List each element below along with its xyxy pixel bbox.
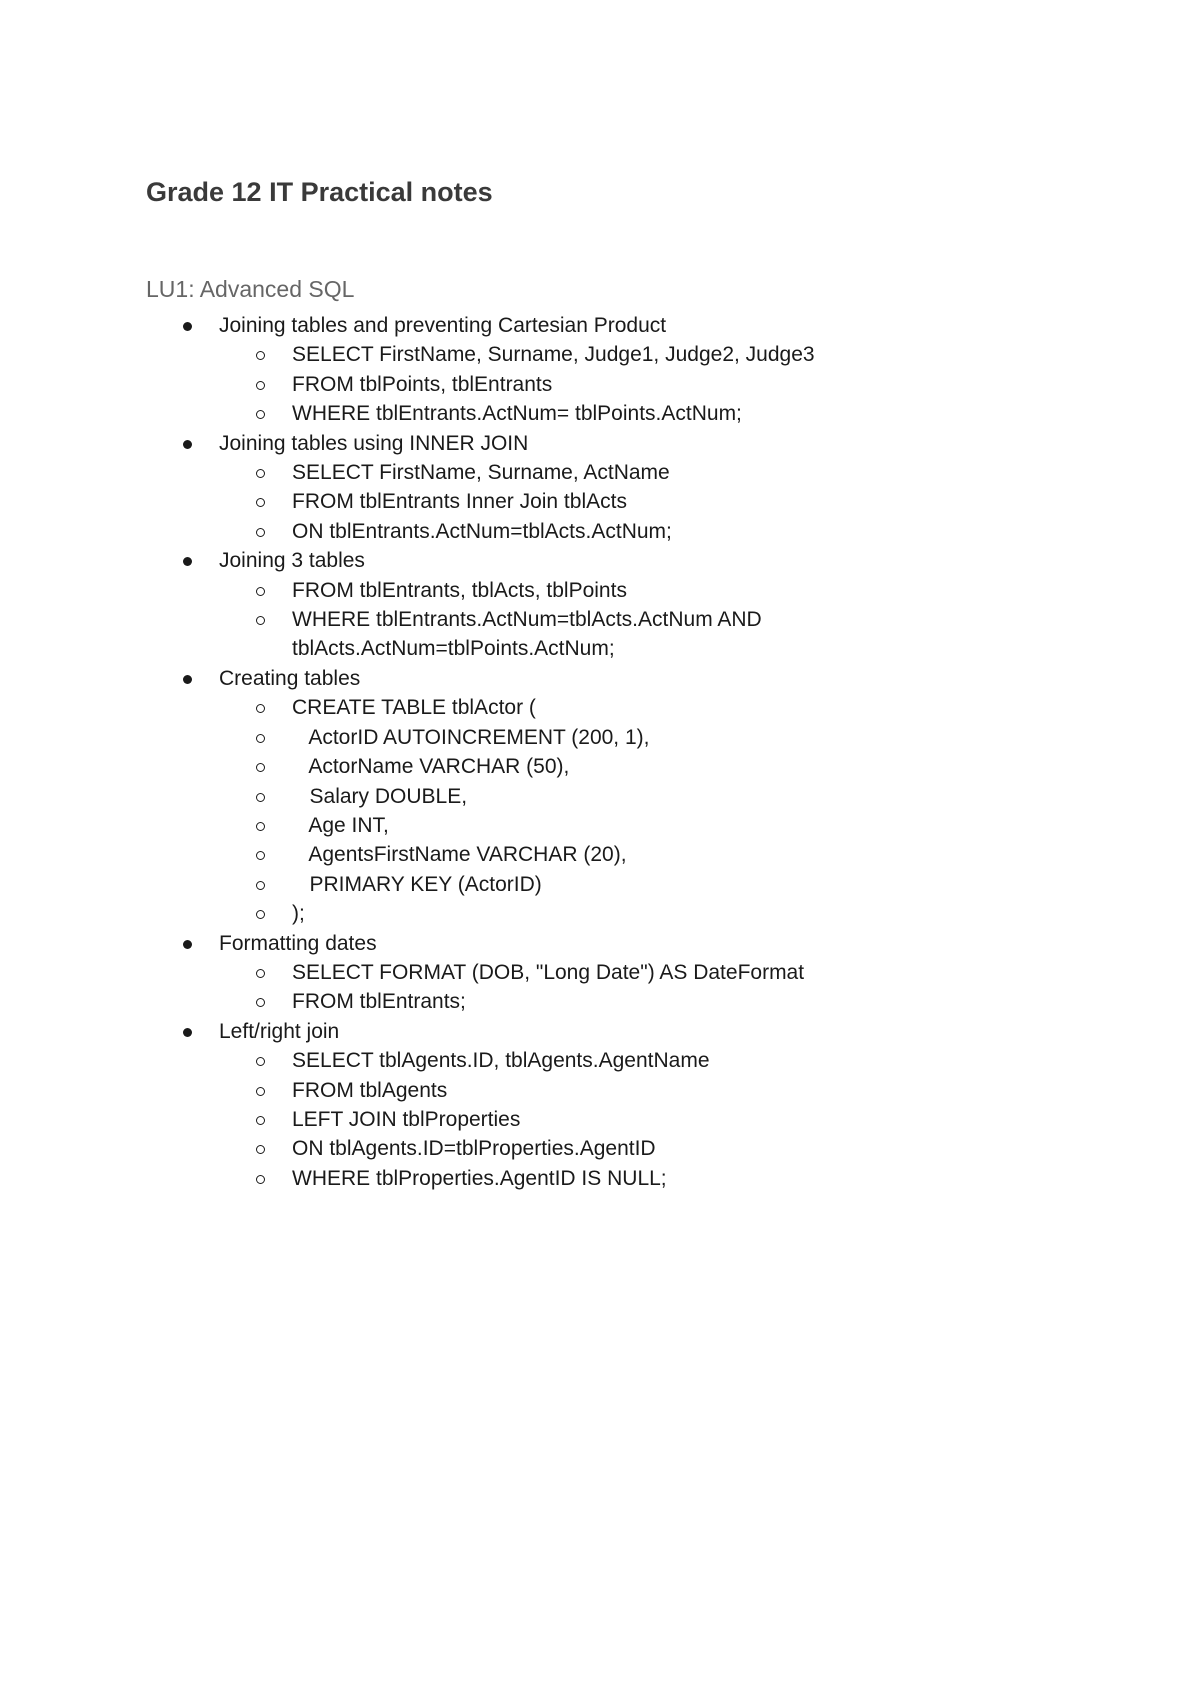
- bullet-circle-icon: [256, 498, 265, 507]
- code-text: );: [292, 902, 305, 926]
- bullet-circle-icon: [256, 793, 265, 802]
- code-line: [146, 811, 1146, 840]
- topic-label: Joining tables using INNER JOIN: [219, 431, 529, 455]
- code-text: FROM tblAgents: [292, 1078, 448, 1102]
- bullet-circle-icon: [256, 969, 265, 978]
- code-text: tblActs.ActNum=tblPoints.ActNum;: [292, 637, 615, 661]
- bullet-circle-icon: [256, 528, 265, 537]
- code-text: SELECT FirstName, Surname, Judge1, Judge2, Judge3: [292, 343, 815, 367]
- code-line: [146, 399, 1146, 428]
- topic-item: [146, 664, 1146, 693]
- topic-label: Formatting dates: [219, 931, 377, 955]
- code-text: WHERE tblEntrants.ActNum= tblPoints.ActNum;: [292, 402, 742, 426]
- bullet-disc-icon: [183, 675, 192, 684]
- bullet-circle-icon: [256, 763, 265, 772]
- code-text: SELECT FORMAT (DOB, "Long Date") AS DateFormat: [292, 960, 805, 984]
- bullet-circle-icon: [256, 616, 265, 625]
- code-line: [146, 458, 1146, 487]
- code-line-continuation: [146, 634, 1146, 663]
- code-line: [146, 987, 1146, 1016]
- bullet-circle-icon: [256, 851, 265, 860]
- code-line: [146, 723, 1146, 752]
- topic-label: Creating tables: [219, 666, 361, 690]
- code-line: [146, 340, 1146, 369]
- topic-label: Left/right join: [219, 1019, 340, 1043]
- code-line: [146, 899, 1146, 928]
- section-heading: LU1: Advanced SQL: [146, 276, 355, 302]
- code-line: [146, 1134, 1146, 1163]
- code-line: [146, 1046, 1146, 1075]
- topic-item: [146, 311, 1146, 340]
- code-line: [146, 1164, 1146, 1193]
- topic-item: [146, 429, 1146, 458]
- code-line: [146, 576, 1146, 605]
- code-text: FROM tblPoints, tblEntrants: [292, 372, 553, 396]
- bullet-circle-icon: [256, 1116, 265, 1125]
- code-line: [146, 782, 1146, 811]
- bullet-disc-icon: [183, 940, 192, 949]
- topic-item: [146, 929, 1146, 958]
- topic-label: Joining 3 tables: [219, 549, 365, 573]
- bullet-circle-icon: [256, 998, 265, 1007]
- code-text: ActorID AUTOINCREMENT (200, 1),: [292, 725, 650, 749]
- code-text: LEFT JOIN tblProperties: [292, 1107, 521, 1131]
- bullet-circle-icon: [256, 1057, 265, 1066]
- code-line: [146, 605, 1146, 634]
- code-line: [146, 1105, 1146, 1134]
- bullet-disc-icon: [183, 440, 192, 449]
- topic-label: Joining tables and preventing Cartesian Product: [219, 314, 667, 337]
- code-text: SELECT FirstName, Surname, ActName: [292, 461, 670, 485]
- bullet-circle-icon: [256, 822, 265, 831]
- topic-item: [146, 1017, 1146, 1046]
- code-line: [146, 370, 1146, 399]
- bullet-circle-icon: [256, 1145, 265, 1154]
- bullet-circle-icon: [256, 734, 265, 743]
- code-text: Salary DOUBLE,: [292, 784, 468, 808]
- bullet-disc-icon: [183, 1028, 192, 1037]
- code-text: WHERE tblProperties.AgentID IS NULL;: [292, 1166, 667, 1190]
- bullet-circle-icon: [256, 1175, 265, 1184]
- code-line: [146, 693, 1146, 722]
- code-text: WHERE tblEntrants.ActNum=tblActs.ActNum AND: [292, 608, 762, 632]
- code-line: [146, 1076, 1146, 1105]
- bullet-circle-icon: [256, 469, 265, 478]
- code-text: FROM tblEntrants Inner Join tblActs: [292, 490, 627, 514]
- bullet-circle-icon: [256, 910, 265, 919]
- bullet-circle-icon: [256, 881, 265, 890]
- notes-list: [146, 311, 1146, 1193]
- code-text: FROM tblEntrants, tblActs, tblPoints: [292, 578, 627, 602]
- code-text: ON tblAgents.ID=tblProperties.AgentID: [292, 1137, 656, 1161]
- code-text: CREATE TABLE tblActor (: [292, 696, 536, 720]
- code-line: [146, 870, 1146, 899]
- code-line: [146, 517, 1146, 546]
- document-title: Grade 12 IT Practical notes: [146, 177, 493, 207]
- bullet-circle-icon: [256, 704, 265, 713]
- code-text: ActorName VARCHAR (50),: [292, 755, 570, 779]
- bullet-circle-icon: [256, 351, 265, 360]
- bullet-circle-icon: [256, 587, 265, 596]
- code-text: AgentsFirstName VARCHAR (20),: [292, 843, 627, 867]
- code-line: [146, 958, 1146, 987]
- code-text: PRIMARY KEY (ActorID): [292, 872, 542, 896]
- bullet-circle-icon: [256, 381, 265, 390]
- bullet-disc-icon: [183, 322, 192, 331]
- code-line: [146, 487, 1146, 516]
- bullet-disc-icon: [183, 557, 192, 566]
- code-text: ON tblEntrants.ActNum=tblActs.ActNum;: [292, 519, 672, 543]
- topic-item: [146, 546, 1146, 575]
- code-text: FROM tblEntrants;: [292, 990, 466, 1014]
- code-line: [146, 752, 1146, 781]
- code-text: Age INT,: [292, 813, 389, 837]
- bullet-circle-icon: [256, 410, 265, 419]
- bullet-circle-icon: [256, 1087, 265, 1096]
- code-line: [146, 840, 1146, 869]
- code-text: SELECT tblAgents.ID, tblAgents.AgentName: [292, 1049, 710, 1073]
